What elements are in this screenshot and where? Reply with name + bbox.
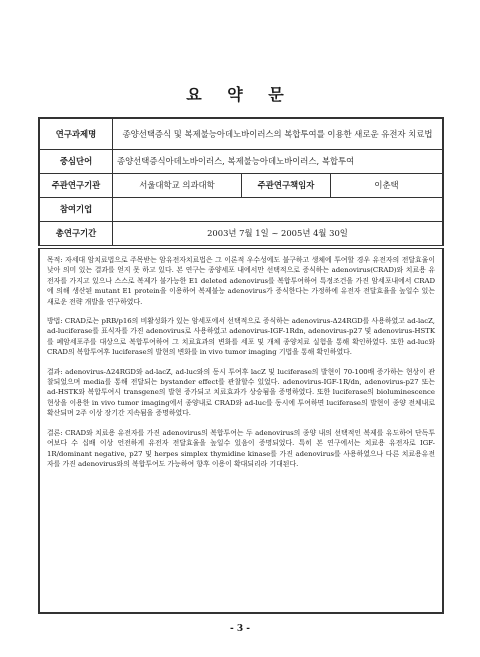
researcher-value: 이춘택 xyxy=(331,174,444,198)
project-title-value: 종양선택증식 및 복제불능아데노바이러스의 복합투여를 이용한 새로운 유전자 치료법 xyxy=(113,118,444,150)
project-info-table xyxy=(38,117,444,246)
keyword-value: 종양선택증식아데노바이러스, 복제불능아데노바이러스, 복합투여 xyxy=(113,150,444,174)
abstract-purpose: 목적: 자세대 암치료법으로 주목받는 암유전자치료법은 그 이론적 우수성에도 불구하고 생체에 투여할 경우 유전자의 전달효율이 낮아 의미 있는 결과를 얻지 못 하고 있다. 본 연구는 종양세포 내에서만 선택적으로 증식하는 adenovirus(CRAD)와 치료용 유전자를 가지고 있으나 스스로 복제가 불가능한 E1 deleted adenovirus를 복합투여하여 특정조건을 가진 암세포내에서 CRAD에 의해 생산된 mutant E1 protein을 이용하여 복제불능 adenovirus가 증식한다는 가정하에 유전자 전달효율을 높일수 있는 새로운 전략 개발을 연구하였다. xyxy=(47,256,435,306)
participating-label: 참여기업 xyxy=(39,198,113,222)
researcher-label: 주관연구책임자 xyxy=(242,174,331,198)
page-title: 요 약 문 xyxy=(186,85,294,104)
participating-row xyxy=(39,198,443,222)
participating-value xyxy=(113,198,444,222)
institution-label: 주관연구기관 xyxy=(39,174,113,198)
period-value: 2003년 7월 1일 ~ 2005년 4월 30일 xyxy=(113,222,444,246)
abstract-conclusion: 결론: CRAD와 치료용 유전자를 가진 adenovirus의 복합투여는 두 adenovirus의 종양 내의 선택적인 복제를 유도하여 단독투여보다 수 십배 이상 언전하게 유전자 전달효율을 높일수 있음이 증명되었다. 특히 본 연구에서는 치료용 유전자로 IGF-1R/dominant negative, p27 및 herpes simplex thymidine kinase를 가진 adenovirus를 사용하였으나 다른 치료용유전자를 가진 adenovirus와의 복합투여도 가능하여 향후 이용이 확대되리라 기대된다. xyxy=(47,428,435,468)
page-number: - 3 - xyxy=(230,624,250,634)
abstract-box xyxy=(38,248,444,614)
project-title-row xyxy=(39,118,443,150)
period-label: 총연구기간 xyxy=(39,222,113,246)
keyword-row xyxy=(39,150,443,174)
abstract-methods: 방법: CRAD로는 pRB/p16의 비활성화가 있는 암세포에서 선택적으로 증식하는 adenovirus-Δ24RGD를 사용하였고 ad-lacZ, ad-luciferase를 표식자를 가진 adenovirus로 사용하였고 adenovirus-IGF-1Rdn, adenovirus-p27 및 adenovirus-HSTK를 폐암세포주를 대상으로 복합투여하여 그 치료효과의 변화를 세포 및 개체 종양치료 실험을 통해 확인하였다. 또한 ad-luc와 CRAD의 복합투여후 luciferase의 발현의 변화를 in vivo tumor imaging 기법을 통해 확인하였다. xyxy=(47,317,435,357)
institution-row xyxy=(39,174,443,198)
period-row xyxy=(39,222,443,246)
keyword-label: 중심단어 xyxy=(39,150,113,174)
institution-value: 서울대학교 의과대학 xyxy=(113,174,242,198)
abstract-results: 결과: adenovirus-Δ24RGD와 ad-lacZ, ad-luc와의 동시 투여후 lacZ 및 luciferase의 발현이 70-100배 증가하는 현상이 관찰되었으며 media를 통해 전달되는 bystander effect를 관찰할수 있었다. adenovirus-IGF-1R/dn, adenovirus-p27 또는 ad-HSTK와 복합투여시 transgene의 발현 증가되고 치료효과가 상승됨을 증명하였다. 또한 luciferase의 bioluminescence 현상을 이용한 in vivo tumor imaging에서 종양내로 CRAD와 ad-luc를 동시에 투여하면 luciferase의 발현이 종양 전체내로 확산되며 2주 이상 장기간 지속됨을 증명하였다. xyxy=(47,367,435,418)
project-title-label: 연구과제명 xyxy=(39,118,113,150)
